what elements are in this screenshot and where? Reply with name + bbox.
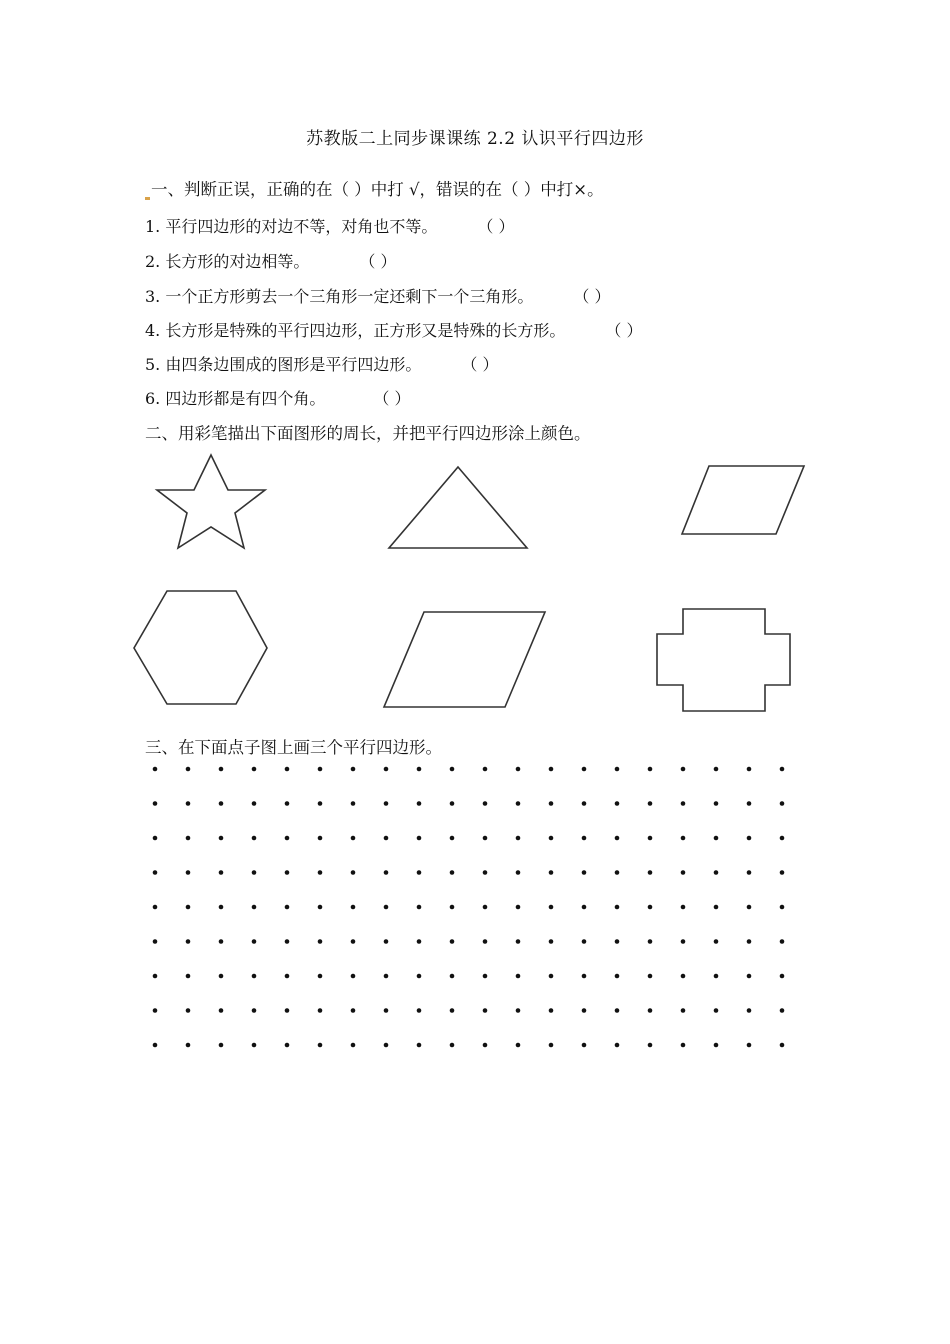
star-shape[interactable]	[157, 455, 265, 548]
grid-dot[interactable]	[318, 905, 323, 910]
grid-dot[interactable]	[219, 836, 224, 841]
grid-dot[interactable]	[219, 767, 224, 772]
grid-dot[interactable]	[252, 767, 257, 772]
grid-dot[interactable]	[615, 974, 620, 979]
grid-dot[interactable]	[582, 1008, 587, 1013]
section1-heading	[145, 176, 604, 200]
grid-dot[interactable]	[615, 905, 620, 910]
grid-dot[interactable]	[219, 1008, 224, 1013]
cross-shape[interactable]	[657, 609, 790, 711]
grid-dot[interactable]	[384, 870, 389, 875]
grid-dot[interactable]	[318, 836, 323, 841]
answer-paren[interactable]: （ ）	[477, 217, 515, 236]
grid-dot[interactable]	[516, 974, 521, 979]
grid-dot[interactable]	[516, 905, 521, 910]
grid-dot[interactable]	[714, 905, 719, 910]
grid-dot[interactable]	[384, 974, 389, 979]
grid-dot[interactable]	[351, 801, 356, 806]
grid-dot[interactable]	[615, 836, 620, 841]
question-text: 4. 长方形是特殊的平行四边形，正方形又是特殊的长方形。	[145, 321, 566, 340]
grid-dot[interactable]	[681, 801, 686, 806]
grid-dot[interactable]	[351, 1008, 356, 1013]
grid-dot[interactable]	[219, 905, 224, 910]
grid-dot[interactable]	[780, 939, 785, 944]
grid-dot[interactable]	[648, 974, 653, 979]
grid-dot[interactable]	[351, 974, 356, 979]
section1-heading-text: 一、判断正误，正确的在（ ）中打 √，错误的在（ ）中打×。	[151, 180, 604, 199]
grid-dot[interactable]	[516, 801, 521, 806]
grid-dot[interactable]	[153, 801, 158, 806]
grid-dot[interactable]	[549, 836, 554, 841]
grid-dot[interactable]	[516, 767, 521, 772]
grid-dot[interactable]	[516, 836, 521, 841]
grid-dot[interactable]	[285, 767, 290, 772]
page-title: 苏教版二上同步课课练 2.2 认识平行四边形	[306, 129, 644, 149]
grid-dot[interactable]	[450, 905, 455, 910]
grid-dot[interactable]	[549, 974, 554, 979]
grid-dot[interactable]	[450, 974, 455, 979]
grid-dot[interactable]	[747, 801, 752, 806]
parallelogram-shape[interactable]	[682, 466, 804, 534]
grid-dot[interactable]	[681, 939, 686, 944]
grid-dot[interactable]	[153, 836, 158, 841]
grid-dot[interactable]	[714, 870, 719, 875]
grid-dot[interactable]	[252, 870, 257, 875]
grid-dot[interactable]	[549, 905, 554, 910]
grid-dot[interactable]	[450, 870, 455, 875]
grid-dot[interactable]	[681, 836, 686, 841]
question-5	[145, 352, 498, 375]
grid-dot[interactable]	[252, 905, 257, 910]
grid-dot[interactable]	[516, 1043, 521, 1048]
grid-dot[interactable]	[582, 1043, 587, 1048]
grid-dot[interactable]	[780, 870, 785, 875]
triangle-shape[interactable]	[389, 467, 527, 548]
question-text: 3. 一个正方形剪去一个三角形一定还剩下一个三角形。	[145, 287, 534, 306]
grid-dot[interactable]	[450, 767, 455, 772]
grid-dot[interactable]	[582, 836, 587, 841]
grid-dot[interactable]	[417, 1008, 422, 1013]
grid-dot[interactable]	[219, 1043, 224, 1048]
question-text: 5. 由四条边围成的图形是平行四边形。	[145, 355, 422, 374]
grid-dot[interactable]	[549, 870, 554, 875]
grid-dot[interactable]	[582, 870, 587, 875]
grid-dot[interactable]	[285, 939, 290, 944]
grid-dot[interactable]	[351, 939, 356, 944]
grid-dot[interactable]	[681, 1043, 686, 1048]
grid-dot[interactable]	[186, 801, 191, 806]
grid-dot[interactable]	[450, 1043, 455, 1048]
grid-dot[interactable]	[384, 1008, 389, 1013]
grid-dot[interactable]	[483, 1008, 488, 1013]
grid-dot[interactable]	[549, 939, 554, 944]
grid-dot[interactable]	[384, 836, 389, 841]
grid-dot[interactable]	[417, 767, 422, 772]
grid-dot[interactable]	[252, 974, 257, 979]
grid-dot[interactable]	[681, 905, 686, 910]
grid-dot[interactable]	[615, 767, 620, 772]
grid-dot[interactable]	[648, 801, 653, 806]
grid-dot[interactable]	[549, 1008, 554, 1013]
grid-dot[interactable]	[417, 939, 422, 944]
grid-dot[interactable]	[648, 939, 653, 944]
grid-dot[interactable]	[780, 836, 785, 841]
grid-dot[interactable]	[582, 939, 587, 944]
grid-dot[interactable]	[780, 905, 785, 910]
grid-dot[interactable]	[747, 1008, 752, 1013]
grid-dot[interactable]	[648, 1008, 653, 1013]
grid-dot[interactable]	[582, 801, 587, 806]
grid-dot[interactable]	[351, 1043, 356, 1048]
grid-dot[interactable]	[780, 1008, 785, 1013]
grid-dot[interactable]	[615, 801, 620, 806]
grid-dot[interactable]	[681, 1008, 686, 1013]
grid-dot[interactable]	[351, 836, 356, 841]
grid-dot[interactable]	[351, 870, 356, 875]
grid-dot[interactable]	[582, 767, 587, 772]
answer-paren[interactable]: （ ）	[359, 252, 397, 271]
grid-dot[interactable]	[780, 974, 785, 979]
grid-dot[interactable]	[153, 939, 158, 944]
grid-dot[interactable]	[516, 870, 521, 875]
grid-dot[interactable]	[417, 905, 422, 910]
question-1	[145, 214, 514, 237]
grid-dot[interactable]	[285, 974, 290, 979]
grid-dot[interactable]	[285, 836, 290, 841]
grid-dot[interactable]	[219, 870, 224, 875]
grid-dot[interactable]	[681, 870, 686, 875]
grid-dot[interactable]	[582, 905, 587, 910]
grid-dot[interactable]	[516, 939, 521, 944]
grid-dot[interactable]	[483, 939, 488, 944]
grid-dot[interactable]	[186, 1043, 191, 1048]
grid-dot[interactable]	[219, 801, 224, 806]
grid-dot[interactable]	[648, 905, 653, 910]
grid-dot[interactable]	[285, 870, 290, 875]
grid-dot[interactable]	[318, 767, 323, 772]
grid-dot[interactable]	[747, 905, 752, 910]
parallelogram-shape[interactable]	[384, 612, 545, 707]
grid-dot[interactable]	[417, 974, 422, 979]
grid-dot[interactable]	[153, 870, 158, 875]
grid-dot[interactable]	[186, 905, 191, 910]
grid-dot[interactable]	[384, 1043, 389, 1048]
grid-dot[interactable]	[615, 939, 620, 944]
question-3	[145, 284, 610, 307]
grid-dot[interactable]	[186, 1008, 191, 1013]
grid-dot[interactable]	[714, 939, 719, 944]
grid-dot[interactable]	[648, 870, 653, 875]
grid-dot[interactable]	[186, 974, 191, 979]
grid-dot[interactable]	[747, 767, 752, 772]
grid-dot[interactable]	[483, 836, 488, 841]
grid-dot[interactable]	[384, 767, 389, 772]
grid-dot[interactable]	[549, 767, 554, 772]
grid-dot[interactable]	[747, 939, 752, 944]
grid-dot[interactable]	[450, 801, 455, 806]
grid-dot[interactable]	[318, 801, 323, 806]
grid-dot[interactable]	[252, 1043, 257, 1048]
grid-dot[interactable]	[318, 1008, 323, 1013]
grid-dot[interactable]	[516, 1008, 521, 1013]
grid-dot[interactable]	[153, 767, 158, 772]
grid-dot[interactable]	[549, 1043, 554, 1048]
grid-dot[interactable]	[384, 801, 389, 806]
grid-dot[interactable]	[714, 801, 719, 806]
section2-heading: 二、用彩笔描出下面图形的周长，并把平行四边形涂上颜色。	[145, 424, 591, 443]
grid-dot[interactable]	[318, 974, 323, 979]
grid-dot[interactable]	[384, 939, 389, 944]
grid-dot[interactable]	[450, 836, 455, 841]
grid-dot[interactable]	[747, 836, 752, 841]
grid-dot[interactable]	[384, 905, 389, 910]
grid-dot[interactable]	[252, 939, 257, 944]
question-2	[145, 249, 396, 272]
grid-dot[interactable]	[285, 1008, 290, 1013]
grid-dot[interactable]	[747, 870, 752, 875]
grid-dot[interactable]	[483, 767, 488, 772]
grid-dot[interactable]	[285, 905, 290, 910]
grid-dot[interactable]	[252, 801, 257, 806]
question-6	[145, 386, 410, 409]
grid-dot[interactable]	[153, 1043, 158, 1048]
grid-dot[interactable]	[483, 801, 488, 806]
grid-dot[interactable]	[483, 974, 488, 979]
grid-dot[interactable]	[417, 870, 422, 875]
grid-dot[interactable]	[714, 1008, 719, 1013]
grid-dot[interactable]	[681, 767, 686, 772]
grid-dot[interactable]	[747, 974, 752, 979]
section3-heading: 三、在下面点子图上画三个平行四边形。	[145, 738, 442, 757]
grid-dot[interactable]	[648, 1043, 653, 1048]
grid-dot[interactable]	[714, 974, 719, 979]
grid-dot[interactable]	[219, 939, 224, 944]
answer-paren[interactable]: （ ）	[461, 355, 499, 374]
grid-dot[interactable]	[714, 836, 719, 841]
question-text: 1. 平行四边形的对边不等，对角也不等。	[145, 217, 438, 236]
grid-dot[interactable]	[219, 974, 224, 979]
highlight-mark	[145, 197, 150, 200]
grid-dot[interactable]	[186, 836, 191, 841]
grid-dot[interactable]	[351, 905, 356, 910]
grid-dot[interactable]	[714, 1043, 719, 1048]
grid-dot[interactable]	[450, 1008, 455, 1013]
grid-dot[interactable]	[285, 801, 290, 806]
grid-dot[interactable]	[252, 836, 257, 841]
answer-paren[interactable]: （ ）	[373, 389, 411, 408]
grid-dot[interactable]	[186, 939, 191, 944]
grid-dot[interactable]	[648, 836, 653, 841]
grid-dot[interactable]	[186, 870, 191, 875]
grid-dot[interactable]	[714, 767, 719, 772]
question-text: 2. 长方形的对边相等。	[145, 252, 310, 271]
grid-dot[interactable]	[417, 801, 422, 806]
grid-dot[interactable]	[450, 939, 455, 944]
question-4	[145, 318, 642, 341]
grid-dot[interactable]	[780, 767, 785, 772]
grid-dot[interactable]	[483, 870, 488, 875]
grid-dot[interactable]	[153, 905, 158, 910]
answer-paren[interactable]: （ ）	[573, 287, 611, 306]
grid-dot[interactable]	[615, 1043, 620, 1048]
grid-dot[interactable]	[417, 1043, 422, 1048]
grid-dot[interactable]	[417, 836, 422, 841]
grid-dot[interactable]	[285, 1043, 290, 1048]
grid-dot[interactable]	[483, 1043, 488, 1048]
grid-dot[interactable]	[681, 974, 686, 979]
grid-dot[interactable]	[483, 905, 488, 910]
grid-dot[interactable]	[780, 1043, 785, 1048]
question-text: 6. 四边形都是有四个角。	[145, 389, 326, 408]
grid-dot[interactable]	[747, 1043, 752, 1048]
grid-dot[interactable]	[615, 870, 620, 875]
grid-dot[interactable]	[615, 1008, 620, 1013]
grid-dot[interactable]	[153, 1008, 158, 1013]
grid-dot[interactable]	[780, 801, 785, 806]
answer-paren[interactable]: （ ）	[605, 321, 643, 340]
grid-dot[interactable]	[648, 767, 653, 772]
grid-dot[interactable]	[252, 1008, 257, 1013]
grid-dot[interactable]	[582, 974, 587, 979]
grid-dot[interactable]	[186, 767, 191, 772]
grid-dot[interactable]	[318, 939, 323, 944]
grid-dot[interactable]	[318, 1043, 323, 1048]
grid-dot[interactable]	[318, 870, 323, 875]
grid-dot[interactable]	[549, 801, 554, 806]
grid-dot[interactable]	[351, 767, 356, 772]
grid-dot[interactable]	[153, 974, 158, 979]
hexagon-shape[interactable]	[134, 591, 267, 704]
